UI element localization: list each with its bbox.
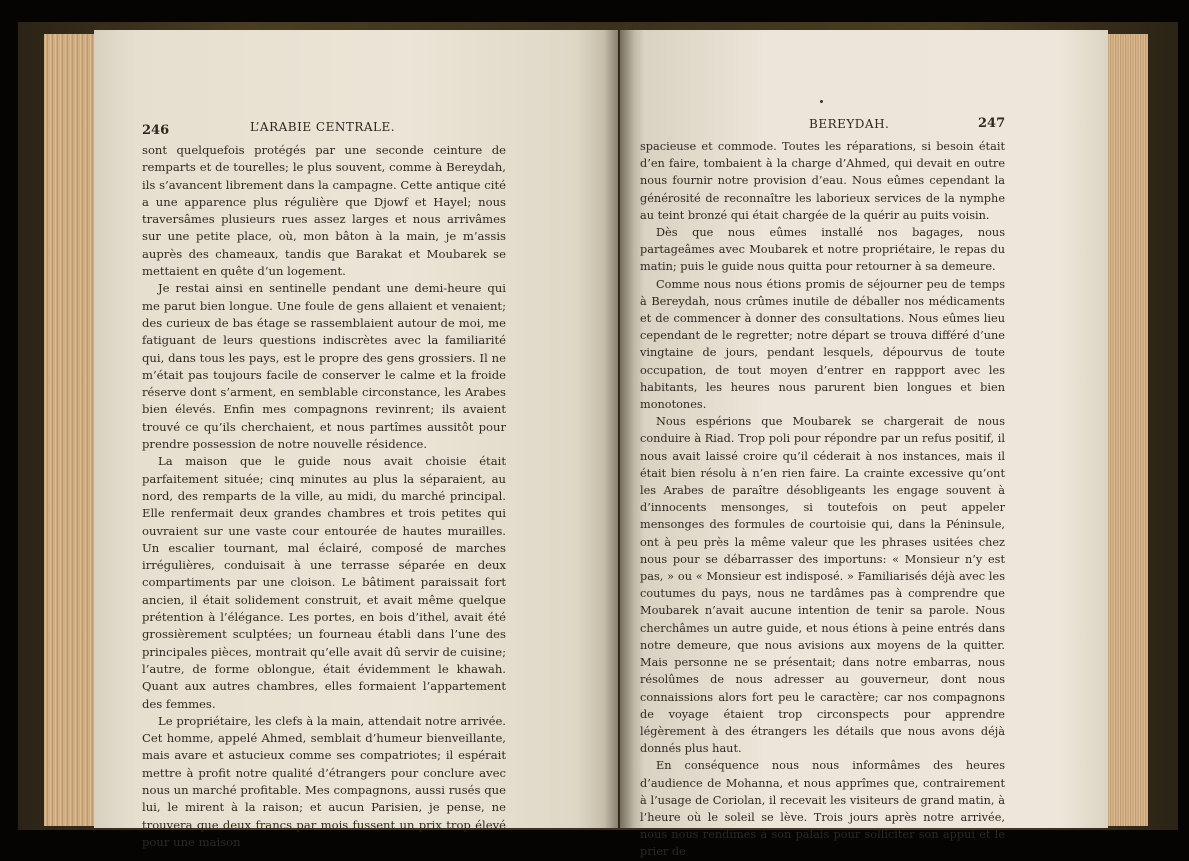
paragraph: spacieuse et commode. Toutes les réparations, si besoin était d’en faire, tombaient à la charge d’Ahmed, qui devait en outre nous fournir notre provision d’eau. Nous eûmes cependant la générosité de reconnaître les laborieux services de la nymphe au teint bronzé qui était chargée de la quérir au puits voisin. [640,140,1005,222]
right-page [620,30,1108,859]
left-page [0,30,618,849]
paragraph: sont quelquefois protégés par une seconde ceinture de remparts et de tourelles; le plus souvent, comme à Bereydah, ils s’avancent librement dans la campagne. Cette antique cité a une apparence plus régulière que Djowf et Hayel; nous traversâmes plusieurs rues assez larges et nous arrivâmes sur une petite place, où, mon bâton à la main, je m’assis auprès des chameaux, tandis que Barakat et Moubarek se mettaient en quête d’un logement. [142,143,506,279]
left-page-text [142,142,506,851]
paragraph: En conséquence nous nous informâmes des heures d’audience de Mohanna, et nous apprîmes que, contrairement à l’usage de Coriolan, il recevait les visiteurs de grand matin, à l’heure où le soleil se lève. Trois jours après notre arrivée, nous nous rendîmes à son palais pour solliciter son appui et le prier de [640,759,1005,859]
right-page-text [640,138,1005,861]
right-running-head: BEREYDAH. [809,117,890,131]
paragraph: Comme nous nous étions promis de séjourner peu de temps à Bereydah, nous crûmes inutile de déballer nos médicaments et de commencer à donner des consultations. Nous eûmes lieu cependant de le regretter; notre départ se trouva différé d’une vingtaine de jours, pendant lesquels, dépourvus de toute occupation, de tout moyen d’entrer en rappport avec les habitants, les heures nous parurent bien longues et bien monotones. [640,277,1005,412]
paragraph: Je restai ainsi en sentinelle pendant une demi-heure qui me parut bien longue. Une foule de gens allaient et venaient; des curieux de bas étage se rassemblaient autour de moi, me fatiguant de leurs questions indiscrètes avec la familiarité qui, dans tous les pays, est le propre des gens grossiers. Il ne m’était pas toujours facile de conserver le calme et la froide réserve dont s’arment, en semblable circonstance, les Arabes bien élevés. Enfin mes compagnons revinrent; ils avaient trouvé ce qu’ils cherchaient, et nous partîmes aussitôt pour prendre possession de notre nouvelle résidence. [142,281,506,452]
book-gutter [604,30,634,828]
left-page-number: 246 [142,123,170,138]
print-mark [820,100,823,103]
left-running-head: L’ARABIE CENTRALE. [250,120,396,134]
right-page-number: 247 [978,116,1006,131]
paragraph: Le propriétaire, les clefs à la main, attendait notre arrivée. Cet homme, appelé Ahmed, semblait d’humeur bienveillante, mais avare et astucieux comme ses compatriotes; il espérait mettre à profit notre qualité d’étrangers pour conclure avec nous un marché profitable. Mes compagnons, aussi rusés que lui, le mirent à la raison; et aucun Parisien, je pense, ne trouvera que deux francs par mois fussent un prix trop élevé pour une maison [142,713,506,849]
paragraph: La maison que le guide nous avait choisie était parfaitement située; cinq minutes au plus la séparaient, au nord, des remparts de la ville, au midi, du marché principal. Elle renfermait deux grandes chambres et trois petites qui ouvraient sur une vaste cour entourée de hautes murailles. Un escalier tournant, mal éclairé, composé de marches irrégulières, conduisait à une terrasse séparée en deux compartiments par une cloison. Le bâtiment paraissait fort ancien, il était solidement construit, et avait même quelque prétention à l’élégance. Les portes, en bois d’ithel, avait été grossièrement sculptées; un fourneau établi dans l’une des principales pièces, montrait qu’elle avait dû servir de cuisine; l’autre, de forme oblongue, était évidemment le khawah. Quant aux autres chambres, elles formaient l’appartement des femmes. [142,454,506,711]
paragraph: Dès que nous eûmes installé nos bagages, nous partageâmes avec Moubarek et notre propriétaire, le repas du matin; puis le guide nous quitta pour retourner à sa demeure. [640,226,1005,274]
paragraph: Nous espérions que Moubarek se chargerait de nous conduire à Riad. Trop poli pour répondre par un refus positif, il nous avait laissé croire qu’il céderait à nos instances, mais il était bien résolu à n’en rien faire. La crainte excessive qu’ont les Arabes de paraître désobligeants les engage souvent à d’innocents mensonges, si toutefois on peut appeler mensonges des formules de courtoisie qui, dans la Péninsule, ont à peu près la même valeur que les phrases usitées chez nous pour se débarrasser des importuns: « Monsieur n’y est pas, » ou « Monsieur est indisposé. » Familiarisés déjà avec les coutumes du pays, nous ne tardâmes pas à comprendre que Moubarek n’avait aucune intention de tenir sa parole. Nous cherchâmes un autre guide, et nous étions à peine entrés dans notre demeure, que nous avisions aux moyens de la quitter. Mais personne ne se présentait; dans notre embarras, nous résolûmes de nous adresser au gouverneur, dont nous connaissions alors fort peu le caractère; car nos compagnons de voyage étaient trop circonspects pour apprendre légèrement à des étrangers les détails que nous avons déjà donnés plus haut. [640,415,1005,756]
